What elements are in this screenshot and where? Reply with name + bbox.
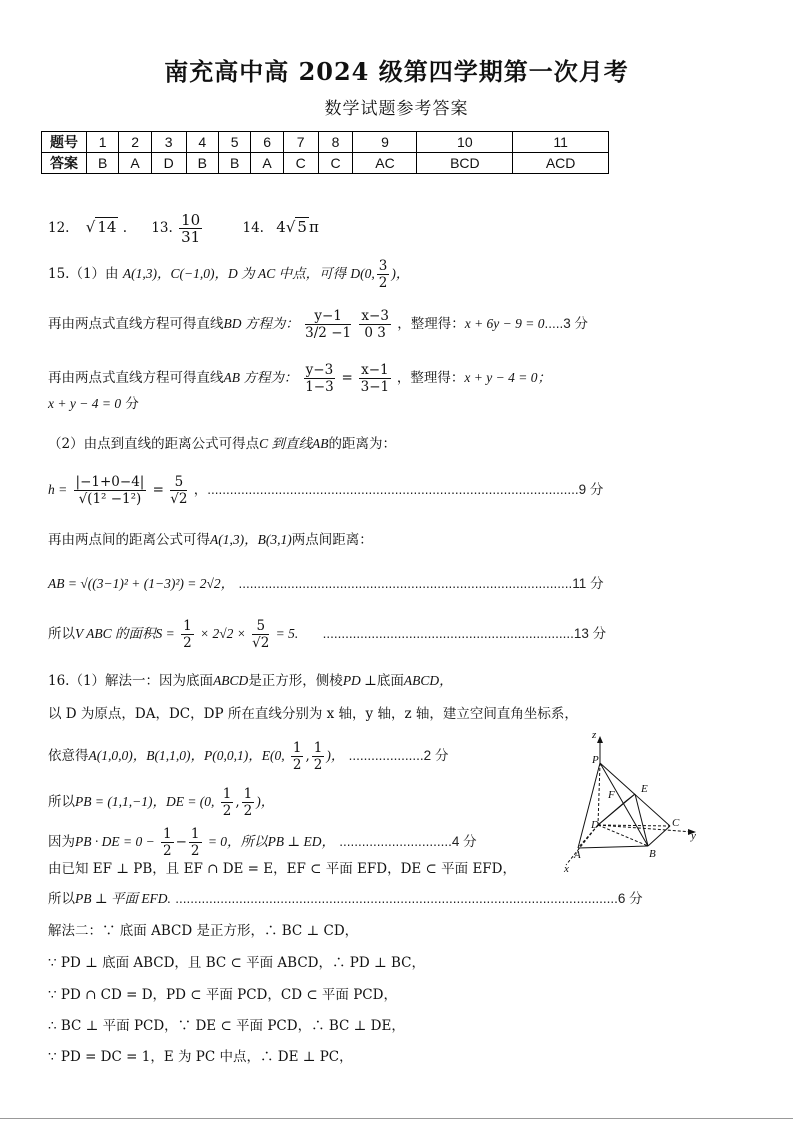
q13-answer: $\frac{10}{31}$ bbox=[181, 211, 201, 246]
edge-PB bbox=[600, 763, 648, 846]
q14-label: 14. bbox=[242, 220, 264, 236]
segment-EB bbox=[635, 794, 648, 846]
question-number: 5 bbox=[219, 132, 251, 153]
answer-cell: BCD bbox=[417, 153, 513, 174]
q16-method2-line5: ∵ PD = DC = 1，E 为 PC 中点，∴ DE ⊥ PC， bbox=[48, 1049, 353, 1065]
question-number: 9 bbox=[353, 132, 417, 153]
q15-part2-intro: （2）由点到直线的距离公式可得点C 到直线AB的距离为： bbox=[48, 436, 396, 452]
answer-table-number-row bbox=[42, 132, 609, 153]
question-number: 4 bbox=[186, 132, 218, 153]
label-y: y bbox=[691, 830, 696, 842]
q16-method2-line1: 解法二：∵ 底面 ABCD 是正方形，∴ BC ⊥ CD， bbox=[48, 923, 359, 939]
label-E: E bbox=[641, 783, 648, 795]
q16-vectors: 所以PB = (1,1,−1)，DE = (0, $\frac{1}{2}$ , $\frac{1}{2}$ )， bbox=[48, 786, 275, 819]
answer-cell: D bbox=[151, 153, 186, 174]
page-subtitle: 数学试题参考答案 bbox=[324, 99, 469, 119]
q16-line7: 所以PB ⊥ 平面 EFD. ......................................................................................................................6 分 bbox=[48, 891, 643, 907]
segment-DF bbox=[598, 801, 626, 825]
answer-cell: AC bbox=[353, 153, 417, 174]
question-number: 10 bbox=[417, 132, 513, 153]
q15-distance-formula: h = $\frac{|-1+0-4|}{\text{√(1² −1²)}}$ = $\frac{5}{√2}$ ，...................................................................................................9 分 bbox=[48, 474, 604, 507]
edge-PA bbox=[578, 763, 600, 848]
label-A: A bbox=[574, 849, 581, 861]
answer-cell: B bbox=[219, 153, 251, 174]
q16-method1-line2: 以 D 为原点，DA，DC，DP 所在直线分别为 x 轴，y 轴，z 轴，建立空间直角坐标系， bbox=[48, 706, 578, 722]
row-label-number: 题号 bbox=[42, 132, 87, 153]
q14-answer: 4√ 5 π bbox=[276, 218, 319, 236]
answer-cell: ACD bbox=[513, 153, 609, 174]
question-number: 1 bbox=[87, 132, 119, 153]
pyramid-figure bbox=[548, 728, 708, 878]
q16-method2-line2: ∵ PD ⊥ 底面 ABCD，且 BC ⊂ 平面 ABCD，∴ PD ⊥ BC， bbox=[48, 955, 425, 971]
question-number: 11 bbox=[513, 132, 609, 153]
q16-coordinates: 依意得A(1,0,0)，B(1,1,0)，P(0,0,1)，E(0, $\frac{1}{2}$ , $\frac{1}{2}$ )， ....................2 分 bbox=[48, 740, 449, 773]
edge-PD bbox=[598, 763, 600, 825]
q16-line6: 由已知 EF ⊥ PB，且 EF ∩ DE = E，EF ⊂ 平面 EFD，DE ⊂ 平面 EFD， bbox=[48, 861, 516, 877]
q15-area: 所以V ABC 的面积S = $\frac{1}{2}$ × 2√2 × $\frac{5}{√2}$ = 5. ...................................................................13 分 bbox=[48, 618, 607, 651]
q15-ab-result: x + y − 4 = 0 分 bbox=[48, 396, 139, 412]
z-arrow bbox=[597, 736, 603, 743]
answer-cell: A bbox=[251, 153, 283, 174]
q12-label: 12. bbox=[48, 220, 70, 236]
q16-dot-product: 因为PB · DE = 0 − $\frac{1}{2}$ − $\frac{1}{2}$ = 0，所以PB ⊥ ED， ..............................4 分 bbox=[48, 826, 477, 859]
label-F: F bbox=[608, 789, 615, 801]
label-B: B bbox=[649, 848, 656, 860]
answer-cell: B bbox=[87, 153, 119, 174]
row-label-answer: 答案 bbox=[42, 153, 87, 174]
q16-method2-line3: ∵ PD ∩ CD = D，PD ⊂ 平面 PCD，CD ⊂ 平面 PCD， bbox=[48, 987, 397, 1003]
page-bottom-rule bbox=[0, 1118, 793, 1119]
q16-method1-line1: 16.（1）解法一：因为底面ABCD是正方形，侧棱PD ⊥底面ABCD， bbox=[48, 673, 453, 689]
question-number: 3 bbox=[151, 132, 186, 153]
q12-answer: √ 14 bbox=[85, 218, 117, 236]
q13-label: 13. bbox=[151, 220, 173, 236]
q15-bd-line: 再由两点式直线方程可得直线BD 方程为： $\frac{y-1}{3/2 -1}$ $\frac{x-3}{0 3}$ ，整理得：x + 6y − 9 = 0.....3 分 bbox=[48, 308, 589, 341]
label-C: C bbox=[672, 817, 680, 829]
page-title: 南充高中高 2024 级第四学期第一次月考 bbox=[164, 57, 629, 86]
question-number: 6 bbox=[251, 132, 283, 153]
question-number: 2 bbox=[119, 132, 151, 153]
q15-ab-length: AB = √((3−1)² + (1−3)²) = 2√2， .........................................................................................11 分 bbox=[48, 576, 604, 591]
q15-part1-line1: 15.（1）由 A(1,3)，C(−1,0)，D 为 AC 中点，可得 D(0, $\frac{3}{2}$ )， bbox=[48, 258, 410, 291]
answer-cell: B bbox=[186, 153, 218, 174]
answer-cell: C bbox=[318, 153, 353, 174]
question-number: 8 bbox=[318, 132, 353, 153]
fill-in-answers: 12. √ 14 . 13. $\frac{10}{31}$ 14. 4√ 5 π bbox=[48, 211, 319, 246]
answer-table-answer-row bbox=[42, 153, 609, 174]
q16-method2-line4: ∴ BC ⊥ 平面 PCD，∵ DE ⊂ 平面 PCD，∴ BC ⊥ DE， bbox=[48, 1018, 405, 1034]
q15-two-point-distance: 再由两点间的距离公式可得A(1,3)，B(3,1)两点间距离： bbox=[48, 532, 373, 548]
answer-table bbox=[41, 131, 609, 174]
segment-FE bbox=[626, 794, 635, 801]
answer-cell: A bbox=[119, 153, 151, 174]
q15-ab-line: 再由两点式直线方程可得直线AB 方程为： $\frac{y-3}{1-3}$ = $\frac{x-1}{3-1}$ ，整理得：x + y − 4 = 0； bbox=[48, 362, 551, 395]
label-D: D bbox=[591, 819, 599, 831]
label-z: z bbox=[592, 729, 597, 741]
answer-cell: C bbox=[283, 153, 318, 174]
edge-AB bbox=[578, 846, 648, 848]
label-P: P bbox=[592, 754, 599, 766]
question-number: 7 bbox=[283, 132, 318, 153]
label-x: x bbox=[564, 863, 569, 875]
